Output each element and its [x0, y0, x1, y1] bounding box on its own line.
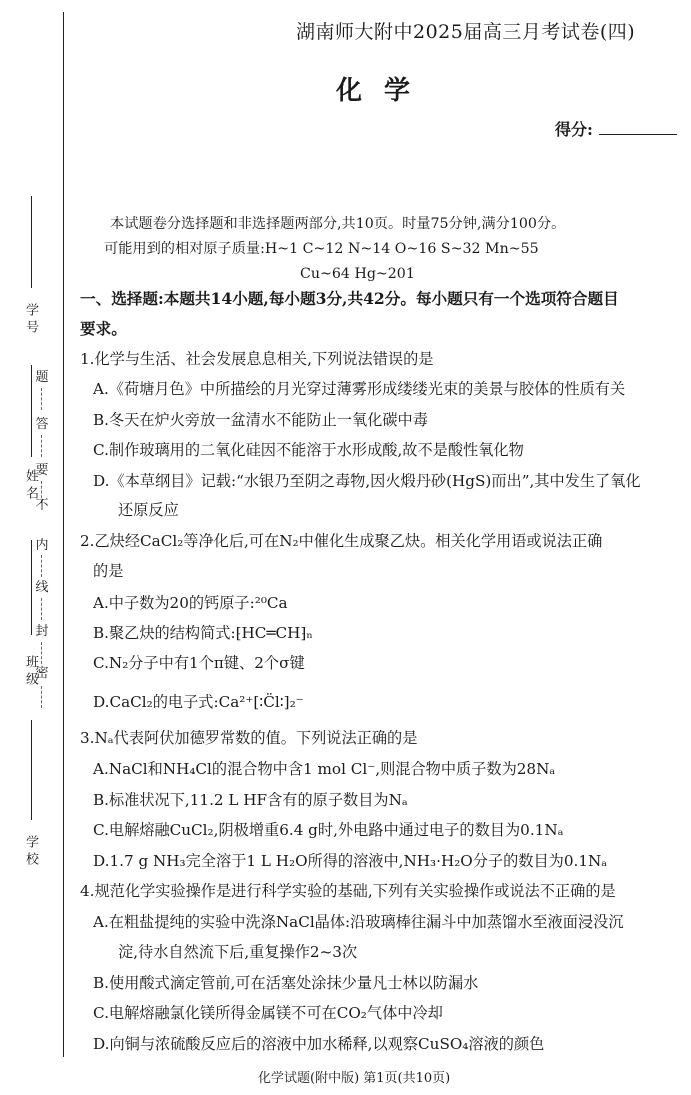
seal-char-feng: 封	[35, 624, 49, 639]
binding-margin	[0, 0, 75, 1095]
question-1-option-d-cont: 还原反应	[118, 501, 179, 519]
section-heading-line-2: 要求。	[80, 319, 127, 338]
question-2-stem-cont: 的是	[93, 562, 124, 580]
student-id-label: 学 号	[23, 302, 38, 334]
question-3-stem: 3.Nₐ代表阿伏加德罗常数的值。下列说法正确的是	[80, 729, 418, 747]
question-4-option-d: D.向铜与浓硫酸反应后的溶液中加水稀释,以观察CuSO₄溶液的颜色	[93, 1035, 545, 1053]
seal-dash	[41, 598, 42, 620]
question-4-option-a-cont: 淀,待水自然流下后,重复操作2~3次	[118, 943, 358, 961]
seal-char-da: 答	[35, 417, 49, 432]
seal-dash	[41, 435, 42, 457]
question-4-option-a: A.在粗盐提纯的实验中洗涤NaCl晶体:沿玻璃棒往漏斗中加蒸馏水至液面浸没沉	[93, 913, 624, 931]
seal-char-xian: 线	[35, 580, 49, 595]
score-blank	[599, 134, 677, 135]
question-3-option-c: C.电解熔融CuCl₂,阴极增重6.4 g时,外电路中通过电子的数目为0.1Nₐ	[93, 821, 564, 839]
binding-rule	[63, 12, 64, 1057]
seal-dash	[41, 555, 42, 577]
score-label: 得分:	[555, 120, 593, 139]
question-4-option-c: C.电解熔融氯化镁所得金属镁不可在CO₂气体中冷却	[93, 1004, 443, 1022]
question-1-option-b: B.冬天在炉火旁放一盆清水不能防止一氧化碳中毒	[93, 411, 428, 429]
question-3-option-a: A.NaCl和NH₄Cl的混合物中含1 mol Cl⁻,则混合物中质子数为28Nₐ	[93, 760, 556, 778]
question-3-option-d: D.1.7 g NH₃完全溶于1 L H₂O所得的溶液中,NH₃·H₂O分子的数目为0.1Nₐ	[93, 852, 608, 870]
seal-char-nei: 内	[35, 538, 49, 553]
school-label: 学 校	[23, 834, 38, 866]
question-1-option-c: C.制作玻璃用的二氧化硅因不能溶于水形成酸,故不是酸性氧化物	[93, 441, 524, 459]
question-2-option-b: B.聚乙炔的结构简式:⁅HC═CH⁆ₙ	[93, 624, 313, 642]
school-line	[31, 720, 32, 820]
question-2-stem: 2.乙炔经CaCl₂等净化后,可在N₂中催化生成聚乙炔。相关化学用语或说法正确	[80, 532, 603, 550]
question-4-option-b: B.使用酸式滴定管前,可在活塞处涂抹少量凡士林以防漏水	[93, 974, 479, 992]
question-2-option-d: D.CaCl₂的电子式:Ca²⁺[∶C̈l∶]₂⁻	[93, 693, 304, 711]
question-1-option-a: A.《荷塘月色》中所描绘的月光穿过薄雾形成缕缕光束的美景与胶体的性质有关	[93, 380, 626, 398]
question-3-option-b: B.标准状况下,11.2 L HF含有的原子数目为Nₐ	[93, 791, 408, 809]
seal-char-ti: 题	[35, 370, 49, 385]
intro-line-1: 本试题卷分选择题和非选择题两部分,共10页。时量75分钟,满分100分。	[110, 216, 566, 232]
seal-char-yao: 要	[35, 463, 49, 478]
class-line	[31, 540, 32, 635]
atomic-mass-line-2: Cu~64 Hg~201	[300, 266, 415, 282]
question-4-stem: 4.规范化学实验操作是进行科学实验的基础,下列有关实验操作或说法不正确的是	[80, 882, 616, 900]
class-label: 班 级	[23, 654, 38, 686]
page-footer: 化学试题(附中版) 第1页(共10页)	[258, 1071, 451, 1086]
seal-dash	[41, 642, 42, 664]
seal-dash	[41, 686, 42, 708]
subject-title: 化学	[336, 76, 433, 106]
seal-char-mi: 密	[35, 666, 49, 681]
seal-char-bu: 不	[35, 498, 49, 513]
name-line	[31, 365, 32, 457]
atomic-mass-line-1: 可能用到的相对原子质量:H~1 C~12 N~14 O~16 S~32 Mn~55	[104, 241, 539, 257]
question-2-option-a: A.中子数为20的钙原子:²⁰Ca	[93, 594, 288, 612]
name-label: 姓 名	[23, 468, 38, 500]
exam-title: 湖南师大附中2025届高三月考试卷(四)	[296, 21, 636, 43]
question-2-option-c: C.N₂分子中有1个π键、2个σ键	[93, 654, 305, 672]
student-id-line	[31, 196, 32, 288]
question-1-option-d: D.《本草纲目》记载:“水银乃至阴之毒物,因火煅丹砂(HgS)而出”,其中发生了氧化	[93, 472, 641, 490]
section-heading-line-1: 一、选择题:本题共14小题,每小题3分,共42分。每小题只有一个选项符合题目	[80, 289, 619, 308]
question-1-stem: 1.化学与生活、社会发展息息相关,下列说法错误的是	[80, 350, 434, 368]
seal-dash	[41, 388, 42, 410]
